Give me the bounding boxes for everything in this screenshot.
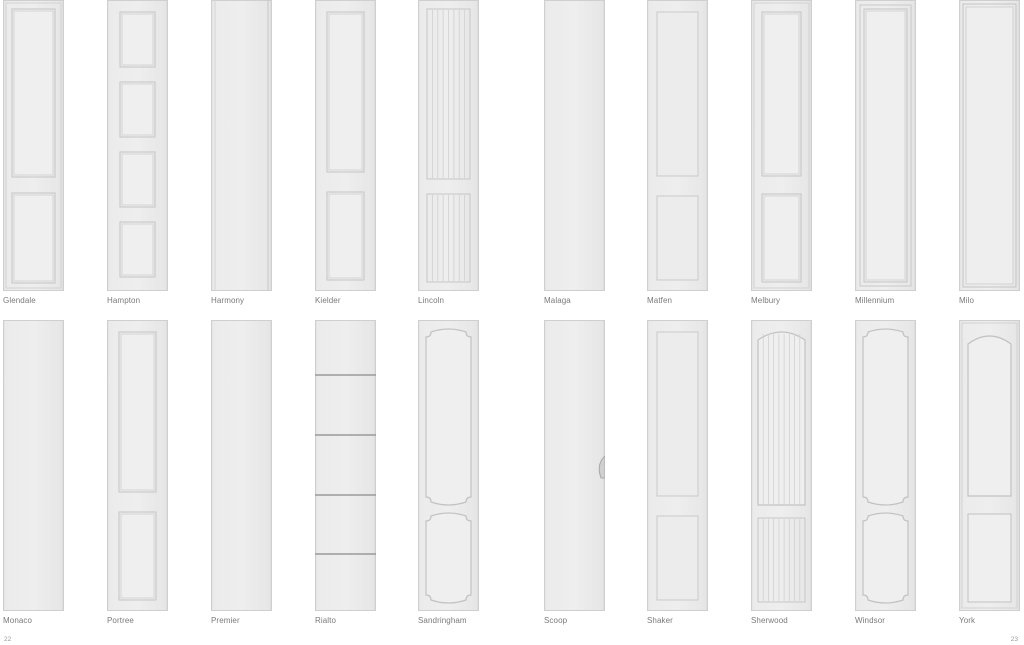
door-label-glendale: Glendale bbox=[3, 296, 36, 305]
door-label-milo: Milo bbox=[959, 296, 975, 305]
door-label-rialto: Rialto bbox=[315, 616, 337, 625]
door-image-scoop bbox=[544, 320, 605, 611]
door-image-shaker bbox=[647, 320, 708, 611]
door-label-york: York bbox=[959, 616, 976, 625]
door-label-millennium: Millennium bbox=[855, 296, 895, 305]
page-number-left: 22 bbox=[4, 636, 12, 643]
door-image-sherwood bbox=[751, 320, 812, 611]
page-number-right: 23 bbox=[1010, 636, 1018, 643]
door-label-monaco: Monaco bbox=[3, 616, 33, 625]
door-image-melbury bbox=[751, 0, 812, 291]
door-label-malaga: Malaga bbox=[544, 296, 571, 305]
door-image-sandringham bbox=[418, 320, 479, 611]
door-image-glendale bbox=[3, 0, 64, 291]
door-image-hampton bbox=[107, 0, 168, 291]
door-image-lincoln bbox=[418, 0, 479, 291]
door-label-portree: Portree bbox=[107, 616, 134, 625]
door-label-premier: Premier bbox=[211, 616, 240, 625]
door-label-shaker: Shaker bbox=[647, 616, 673, 625]
door-label-hampton: Hampton bbox=[107, 296, 141, 305]
door-image-malaga bbox=[544, 0, 605, 291]
door-image-kielder bbox=[315, 0, 376, 291]
door-label-kielder: Kielder bbox=[315, 296, 341, 305]
door-image-york bbox=[959, 320, 1020, 611]
door-image-matfen bbox=[647, 0, 708, 291]
door-image-windsor bbox=[855, 320, 916, 611]
door-label-melbury: Melbury bbox=[751, 296, 781, 305]
door-label-sandringham: Sandringham bbox=[418, 616, 467, 625]
door-label-matfen: Matfen bbox=[647, 296, 673, 305]
door-label-windsor: Windsor bbox=[855, 616, 886, 625]
door-image-millennium bbox=[855, 0, 916, 291]
door-label-harmony: Harmony bbox=[211, 296, 245, 305]
door-label-lincoln: Lincoln bbox=[418, 296, 445, 305]
door-image-milo bbox=[959, 0, 1020, 291]
door-image-portree bbox=[107, 320, 168, 611]
door-image-rialto bbox=[315, 320, 376, 611]
door-image-monaco bbox=[3, 320, 64, 611]
door-label-sherwood: Sherwood bbox=[751, 616, 788, 625]
door-image-premier bbox=[211, 320, 272, 611]
door-label-scoop: Scoop bbox=[544, 616, 568, 625]
door-image-harmony bbox=[211, 0, 272, 291]
